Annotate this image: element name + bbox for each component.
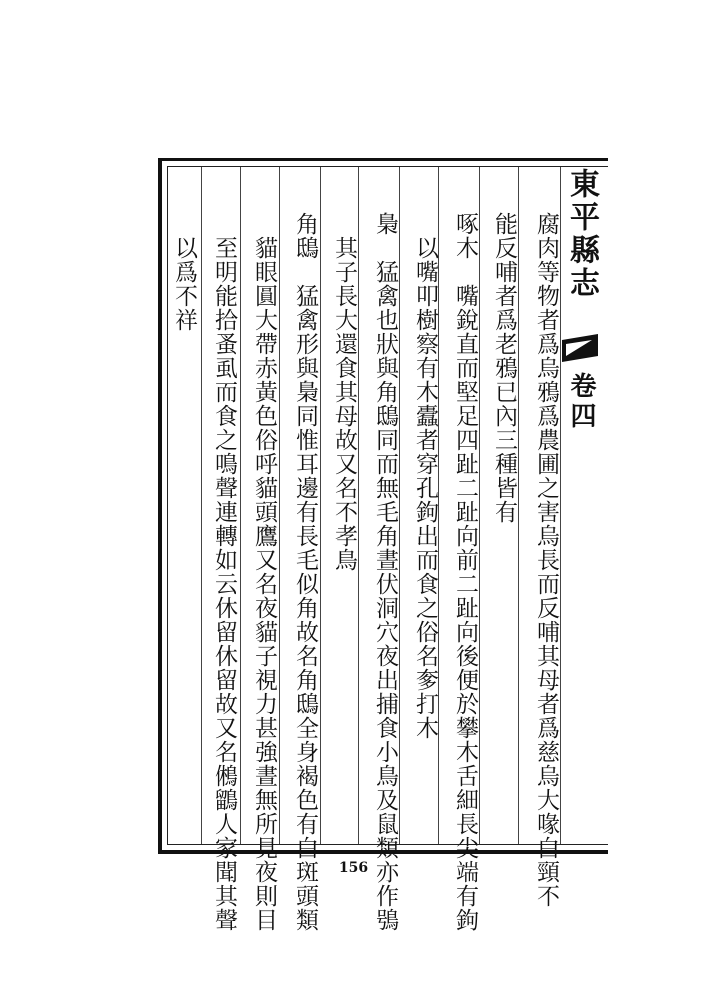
text-column-8: 貓眼圓大帶赤黃色俗呼貓頭鷹又名夜貓子視力甚強晝無所見夜則目: [251, 236, 277, 932]
frame-outer-left-rule: [158, 158, 162, 854]
frame-top-rule: [158, 158, 608, 161]
text-column-1: 腐肉等物者爲烏鴉爲農圃之害烏長而反哺其母者爲慈烏大喙白頸不: [533, 212, 559, 908]
column-divider: [399, 167, 400, 844]
text-column-6: 其子長大還食其母故又名不孝鳥: [331, 236, 357, 572]
column-divider: [560, 167, 561, 844]
volume-label: 卷四: [566, 372, 596, 432]
frame-top-inner-rule: [167, 166, 608, 167]
text-column-4: 以嘴叩樹察有木蠹者穿孔鉤出而食之俗名奓打木: [412, 236, 438, 740]
text-column-3: 啄木 嘴銳直而堅足四趾二趾向前二趾向後便於攀木舌細長尖端有鉤: [452, 212, 478, 932]
text-column-9: 至明能拾蚤虱而食之鳴聲連轉如云休留休留故又名鵂鶹人家聞其聲: [211, 236, 237, 932]
text-column-2: 能反哺者爲老鴉已內三種皆有: [491, 212, 517, 524]
column-divider: [320, 167, 321, 844]
frame-inner-left-rule: [167, 166, 168, 844]
page-number: 156: [338, 860, 369, 876]
text-column-7: 角鴟 猛禽形與梟同惟耳邊有長毛似角故名角鴟全身褐色有白斑頭類: [292, 212, 318, 932]
column-divider: [240, 167, 241, 844]
column-divider: [201, 167, 202, 844]
column-divider: [518, 167, 519, 844]
text-column-5: 梟 猛禽也狀與角鴟同而無毛角晝伏洞穴夜出捕食小鳥及鼠類亦作鴞: [372, 212, 398, 932]
column-divider: [479, 167, 480, 844]
fishtail-mark-icon: [562, 334, 598, 362]
text-column-10: 以爲不祥: [171, 236, 197, 332]
book-title: 東平縣志: [564, 168, 599, 300]
column-divider: [279, 167, 280, 844]
column-divider: [358, 167, 359, 844]
